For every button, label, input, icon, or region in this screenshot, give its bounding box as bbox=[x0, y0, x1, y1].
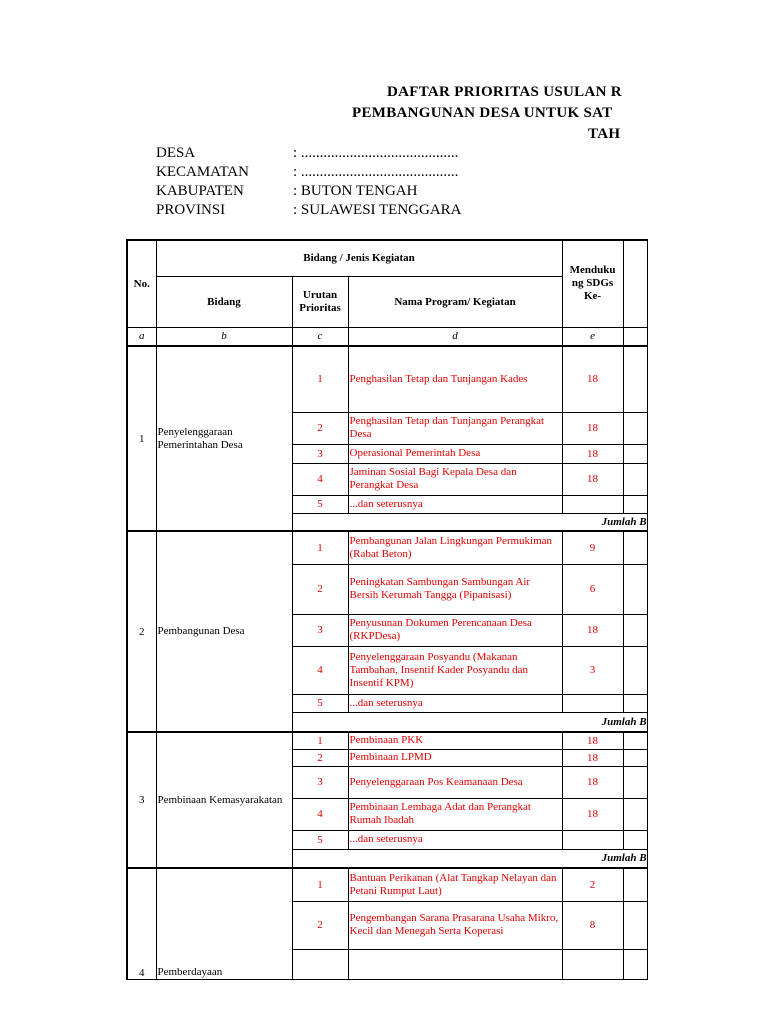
row-extra bbox=[623, 949, 647, 979]
row-nama bbox=[348, 949, 562, 979]
row-nama: Pembangunan Jalan Lingkungan Permukiman (Rabat Beton) bbox=[348, 531, 562, 564]
row-nama: Pembinaan Lembaga Adat dan Perangkat Rumah Ibadah bbox=[348, 798, 562, 830]
row-sdgs bbox=[562, 694, 623, 712]
letter-a: a bbox=[127, 327, 156, 346]
row-extra bbox=[623, 646, 647, 694]
row-nama: ...dan seterusnya bbox=[348, 830, 562, 849]
row-nama: Penyelenggaraan Posyandu (Makanan Tambahan, Insentif Kader Posyandu dan Insentif KPM) bbox=[348, 646, 562, 694]
row-nama: Jaminan Sosial Bagi Kepala Desa dan Perangkat Desa bbox=[348, 463, 562, 495]
row-sdgs: 18 bbox=[562, 444, 623, 463]
row-urutan: 4 bbox=[292, 463, 348, 495]
row-extra bbox=[623, 830, 647, 849]
section-bidang: Penyelenggaraan Pemerintahan Desa bbox=[156, 346, 292, 531]
row-urutan: 4 bbox=[292, 798, 348, 830]
info-label: PROVINSI bbox=[156, 202, 226, 218]
letter-c: c bbox=[292, 327, 348, 346]
row-extra bbox=[623, 346, 647, 412]
row-extra bbox=[623, 732, 647, 749]
row-extra bbox=[623, 614, 647, 646]
row-sdgs bbox=[562, 830, 623, 849]
row-sdgs: 18 bbox=[562, 749, 623, 766]
header-bidang: Bidang bbox=[156, 276, 292, 327]
row-extra bbox=[623, 901, 647, 949]
row-sdgs: 18 bbox=[562, 614, 623, 646]
row-nama: ...dan seterusnya bbox=[348, 694, 562, 712]
row-nama: Pengembangan Sarana Prasarana Usaha Mikro, Kecil dan Menegah Serta Koperasi bbox=[348, 901, 562, 949]
section-no: 3 bbox=[127, 732, 156, 868]
header-no: No. bbox=[127, 240, 156, 327]
row-extra bbox=[623, 868, 647, 901]
priority-table bbox=[126, 239, 648, 980]
row-nama: Penyelenggaraan Pos Keamanaan Desa bbox=[348, 766, 562, 798]
row-urutan: 1 bbox=[292, 531, 348, 564]
row-urutan: 2 bbox=[292, 901, 348, 949]
document-title-line-3: TAH bbox=[588, 126, 621, 142]
section-bidang: Pemberdayaan bbox=[156, 868, 292, 979]
info-label: KABUPATEN bbox=[156, 183, 244, 199]
section-bidang: Pembinaan Kemasyarakatan bbox=[156, 732, 292, 868]
row-nama: Pembinaan PKK bbox=[348, 732, 562, 749]
row-urutan: 5 bbox=[292, 495, 348, 513]
row-extra bbox=[623, 531, 647, 564]
row-urutan: 1 bbox=[292, 868, 348, 901]
row-extra bbox=[623, 495, 647, 513]
header-sdgs: Menduku ng SDGs Ke- bbox=[562, 240, 623, 327]
header-group: Bidang / Jenis Kegiatan bbox=[156, 240, 562, 276]
row-extra bbox=[623, 798, 647, 830]
info-label: DESA bbox=[156, 145, 196, 161]
row-nama: Bantuan Perikanan (Alat Tangkap Nelayan dan Petani Rumput Laut) bbox=[348, 868, 562, 901]
jumlah-label: Jumlah B bbox=[292, 712, 647, 732]
row-sdgs: 18 bbox=[562, 412, 623, 444]
letter-b: b bbox=[156, 327, 292, 346]
row-urutan: 3 bbox=[292, 766, 348, 798]
row-urutan bbox=[292, 949, 348, 979]
row-sdgs: 18 bbox=[562, 732, 623, 749]
row-extra bbox=[623, 412, 647, 444]
row-sdgs bbox=[562, 949, 623, 979]
row-nama: Peningkatan Sambungan Sambungan Air Bersih Kerumah Tangga (Pipanisasi) bbox=[348, 564, 562, 614]
row-sdgs: 9 bbox=[562, 531, 623, 564]
letter-e: e bbox=[562, 327, 623, 346]
row-extra bbox=[623, 766, 647, 798]
row-sdgs bbox=[562, 495, 623, 513]
row-extra bbox=[623, 749, 647, 766]
document-title-line-2: PEMBANGUNAN DESA UNTUK SAT bbox=[352, 105, 613, 121]
row-nama: Pembinaan LPMD bbox=[348, 749, 562, 766]
row-extra bbox=[623, 694, 647, 712]
row-nama: ...dan seterusnya bbox=[348, 495, 562, 513]
row-urutan: 4 bbox=[292, 646, 348, 694]
row-extra bbox=[623, 444, 647, 463]
section-no: 2 bbox=[127, 531, 156, 732]
header-extra bbox=[623, 240, 647, 327]
row-extra bbox=[623, 463, 647, 495]
row-extra bbox=[623, 564, 647, 614]
row-sdgs: 18 bbox=[562, 463, 623, 495]
row-sdgs: 18 bbox=[562, 346, 623, 412]
info-value: : .......................................... bbox=[293, 145, 459, 161]
section-no: 4 bbox=[127, 868, 156, 979]
row-urutan: 2 bbox=[292, 564, 348, 614]
row-urutan: 3 bbox=[292, 614, 348, 646]
header-urutan: Urutan Prioritas bbox=[292, 276, 348, 327]
letter-extra bbox=[623, 327, 647, 346]
row-nama: Penghasilan Tetap dan Tunjangan Kades bbox=[348, 346, 562, 412]
row-nama: Penghasilan Tetap dan Tunjangan Perangkat Desa bbox=[348, 412, 562, 444]
document-title-line-1: DAFTAR PRIORITAS USULAN R bbox=[387, 84, 622, 100]
row-urutan: 2 bbox=[292, 749, 348, 766]
info-value: : .......................................... bbox=[293, 164, 459, 180]
row-nama: Operasional Pemerintah Desa bbox=[348, 444, 562, 463]
section-no: 1 bbox=[127, 346, 156, 531]
row-sdgs: 2 bbox=[562, 868, 623, 901]
info-label: KECAMATAN bbox=[156, 164, 249, 180]
row-sdgs: 18 bbox=[562, 798, 623, 830]
row-urutan: 1 bbox=[292, 732, 348, 749]
section-bidang: Pembangunan Desa bbox=[156, 531, 292, 732]
row-urutan: 3 bbox=[292, 444, 348, 463]
header-nama: Nama Program/ Kegiatan bbox=[348, 276, 562, 327]
letter-d: d bbox=[348, 327, 562, 346]
row-urutan: 1 bbox=[292, 346, 348, 412]
jumlah-label: Jumlah B bbox=[292, 849, 647, 868]
row-urutan: 2 bbox=[292, 412, 348, 444]
row-sdgs: 6 bbox=[562, 564, 623, 614]
info-value: : SULAWESI TENGGARA bbox=[293, 202, 462, 218]
row-sdgs: 3 bbox=[562, 646, 623, 694]
jumlah-label: Jumlah B bbox=[292, 513, 647, 531]
row-sdgs: 8 bbox=[562, 901, 623, 949]
row-urutan: 5 bbox=[292, 830, 348, 849]
row-urutan: 5 bbox=[292, 694, 348, 712]
info-value: : BUTON TENGAH bbox=[293, 183, 418, 199]
row-nama: Penyusunan Dokumen Perencanaan Desa (RKPDesa) bbox=[348, 614, 562, 646]
row-sdgs: 18 bbox=[562, 766, 623, 798]
